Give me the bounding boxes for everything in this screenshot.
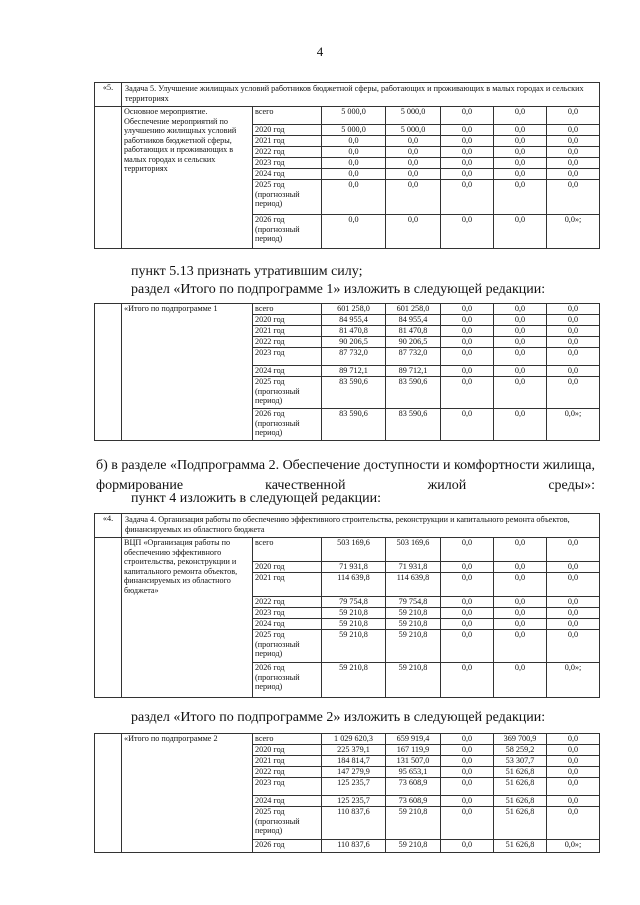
table-row: 2020 год 225 379,1 167 119,9 0,0 58 259,2 0,0	[95, 745, 600, 756]
table-row: 2026 год (прогнозный период) 59 210,8 59 210,8 0,0 0,0 0,0»;	[95, 663, 600, 698]
table-row: 2021 год 184 814,7 131 507,0 0,0 53 307,7 0,0	[95, 756, 600, 767]
task-number: «5.	[95, 83, 122, 107]
task-title: Задача 5. Улучшение жилищных условий работников бюджетной сферы, работающих и проживающих в малых городах и сельских территориях	[122, 83, 600, 107]
table-row: 2021 год 114 639,8 114 639,8 0,0 0,0 0,0	[95, 573, 600, 597]
subprogram1-total-table	[94, 303, 600, 441]
table-row: 2022 год 0,0 0,0 0,0 0,0 0,0	[95, 147, 600, 158]
table-row: 2024 год 89 712,1 89 712,1 0,0 0,0 0,0	[95, 366, 600, 377]
table-row: 2023 год 87 732,0 87 732,0 0,0 0,0 0,0	[95, 348, 600, 366]
table-row: Основное мероприятие. Обеспечение мероприятий по улучшению жилищных условий работников бюджетной сферы, работающих и проживающих в малых городах и сельских территориях всего 5 000,0 5 000,0 0,0 0,0 0,0	[95, 107, 600, 125]
paragraph-item-5-13: пункт 5.13 признать утратившим силу;	[131, 264, 363, 279]
table-row: 2025 год (прогнозный период) 110 837,6 59 210,8 0,0 51 626,8 0,0	[95, 807, 600, 840]
table-row: 2022 год 147 279,9 95 653,1 0,0 51 626,8 0,0	[95, 767, 600, 778]
table-row: 2023 год 125 235,7 73 608,9 0,0 51 626,8 0,0	[95, 778, 600, 796]
table-row: «Итого по подпрограмме 1 всего 601 258,0 601 258,0 0,0 0,0 0,0	[95, 304, 600, 315]
measure-name: ВЦП «Организация работы по обеспечению эффективного строительства, реконструкции и капитального ремонта объектов, финансируемых из областного бюджета»	[122, 538, 253, 698]
table-row: 2020 год 71 931,8 71 931,8 0,0 0,0 0,0	[95, 562, 600, 573]
measure-name: Основное мероприятие. Обеспечение мероприятий по улучшению жилищных условий работников бюджетной сферы, работающих и проживающих в малых городах и сельских территориях	[122, 107, 253, 249]
table-row: 2026 год (прогнозный период) 0,0 0,0 0,0 0,0 0,0»;	[95, 215, 600, 249]
table-row: 2026 год 110 837,6 59 210,8 0,0 51 626,8 0,0»;	[95, 840, 600, 853]
task5-table	[94, 82, 600, 249]
table-row: 2025 год (прогнозный период) 0,0 0,0 0,0 0,0 0,0	[95, 180, 600, 215]
paragraph-item-4-heading: пункт 4 изложить в следующей редакции:	[131, 491, 381, 506]
table-row: 2020 год 84 955,4 84 955,4 0,0 0,0 0,0	[95, 315, 600, 326]
table-row: 2024 год 59 210,8 59 210,8 0,0 0,0 0,0	[95, 619, 600, 630]
table-row: 2022 год 79 754,8 79 754,8 0,0 0,0 0,0	[95, 597, 600, 608]
table-row: 2022 год 90 206,5 90 206,5 0,0 0,0 0,0	[95, 337, 600, 348]
total-label: «Итого по подпрограмме 2	[122, 734, 253, 853]
paragraph-total-2-heading: раздел «Итого по подпрограмме 2» изложить в следующей редакции:	[131, 710, 546, 725]
table-row: 2020 год 5 000,0 5 000,0 0,0 0,0 0,0	[95, 125, 600, 136]
page-number: 4	[316, 44, 324, 59]
table-row: 2021 год 0,0 0,0 0,0 0,0 0,0	[95, 136, 600, 147]
table-row: «Итого по подпрограмме 2 всего 1 029 620,3 659 919,4 0,0 369 700,9 0,0	[95, 734, 600, 745]
table-row: 2025 год (прогнозный период) 83 590,6 83 590,6 0,0 0,0 0,0	[95, 377, 600, 409]
total-label: «Итого по подпрограмме 1	[122, 304, 253, 441]
task-number: «4.	[95, 514, 122, 538]
table-row: 2024 год 125 235,7 73 608,9 0,0 51 626,8 0,0	[95, 796, 600, 807]
task4-table	[94, 513, 600, 698]
subprogram2-total-table	[94, 733, 600, 853]
table-row: 2021 год 81 470,8 81 470,8 0,0 0,0 0,0	[95, 326, 600, 337]
table-row: 2023 год 59 210,8 59 210,8 0,0 0,0 0,0	[95, 608, 600, 619]
table-row: 2026 год (прогнозный период) 83 590,6 83 590,6 0,0 0,0 0,0»;	[95, 409, 600, 441]
table-row: 2023 год 0,0 0,0 0,0 0,0 0,0	[95, 158, 600, 169]
table-row: ВЦП «Организация работы по обеспечению эффективного строительства, реконструкции и капитального ремонта объектов, финансируемых из областного бюджета» всего 503 169,6 503 169,6 0,0 0,0 0,0	[95, 538, 600, 562]
table-row: 2024 год 0,0 0,0 0,0 0,0 0,0	[95, 169, 600, 180]
table-row: 2025 год (прогнозный период) 59 210,8 59 210,8 0,0 0,0 0,0	[95, 630, 600, 663]
paragraph-subprogram2-section: б) в разделе «Подпрограмма 2. Обеспечение доступности и комфортности жилища, формирование качественной жилой среды»:	[96, 458, 595, 493]
task-title: Задача 4. Организация работы по обеспечению эффективного строительства, реконструкции и капитального ремонта объектов, финансируемых из областного бюджета	[122, 514, 600, 538]
paragraph-total-1-heading: раздел «Итого по подпрограмме 1» изложить в следующей редакции:	[131, 282, 546, 297]
